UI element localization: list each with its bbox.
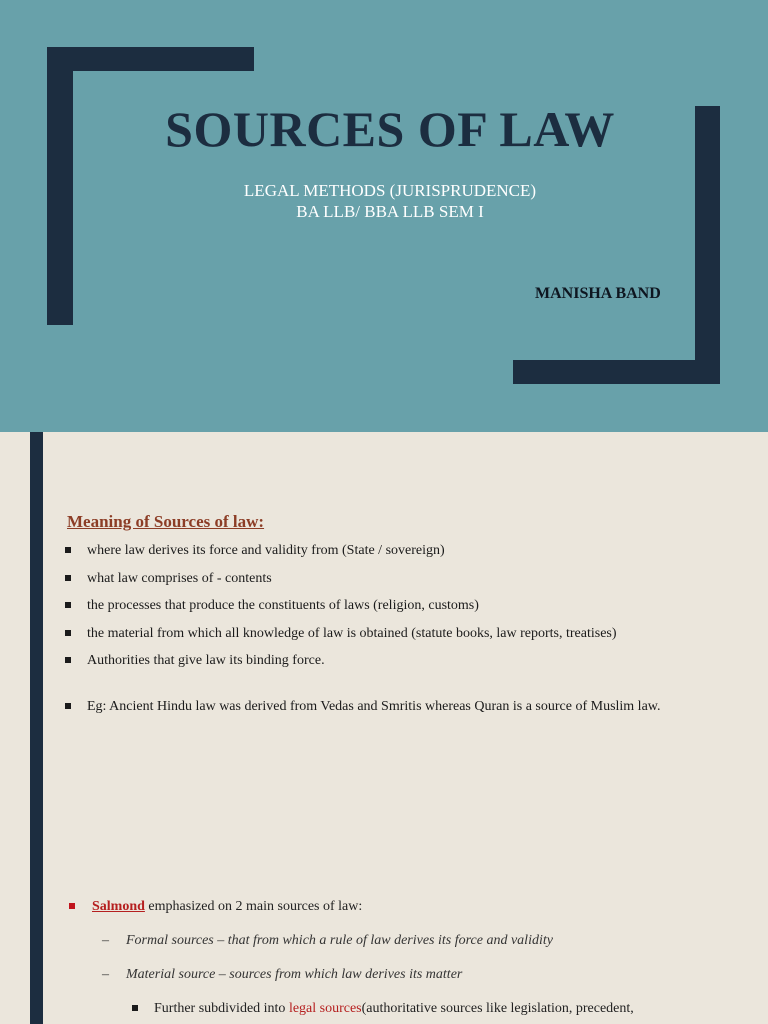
subdivided-rest: (authoritative sources like legislation, precedent, (361, 1001, 634, 1016)
salmond-list (66, 898, 726, 1017)
meaning-bullet-list (64, 542, 704, 726)
intro-text: emphasized on 2 main sources of law: (144, 899, 363, 914)
list-item-text: Authorities that give law its binding force. (87, 653, 325, 668)
section-heading: Meaning of Sources of law: (67, 512, 265, 531)
slide-subtitle (0, 180, 768, 222)
subtitle-line-1: LEGAL METHODS (JURISPRUDENCE) (243, 181, 537, 200)
list-item (64, 652, 704, 669)
subdivided-prefix: Further subdivided into (154, 1001, 289, 1016)
bullet-square-icon (69, 903, 75, 909)
subtitle-line-2: BA LLB/ BBA LLB SEM I (296, 202, 484, 221)
formal-sources-text: Formal sources – that from which a rule of law derives its force and validity (126, 933, 553, 948)
list-item-text: the material from which all knowledge of law is obtained (statute books, law reports, treatises) (87, 625, 617, 641)
accent-vertical-bar (30, 865, 43, 1024)
frame-top-left-horizontal (47, 47, 254, 71)
salmond-name: Salmond (92, 899, 145, 914)
meaning-slide (0, 432, 768, 865)
dash-bullet-icon: – (102, 967, 109, 982)
bullet-square-icon (65, 657, 71, 663)
list-item (66, 898, 726, 915)
list-item (64, 625, 704, 642)
list-item (64, 698, 704, 715)
bullet-square-icon (65, 575, 71, 581)
list-item (66, 1000, 726, 1017)
list-item (64, 570, 704, 587)
bullet-square-icon (65, 703, 71, 709)
list-item-text: what law comprises of - contents (87, 570, 272, 586)
list-item-text: Eg: Ancient Hindu law was derived from Vedas and Smritis whereas Quran is a source of Muslim law. (87, 699, 661, 714)
bullet-square-icon (65, 630, 71, 636)
list-item (64, 542, 704, 559)
dash-bullet-icon: – (102, 933, 109, 948)
list-item (64, 597, 704, 614)
frame-bottom-right-horizontal (513, 360, 720, 384)
bullet-square-icon (65, 602, 71, 608)
accent-vertical-bar (30, 432, 43, 865)
bullet-square-icon (132, 1005, 138, 1011)
title-slide (0, 0, 768, 432)
salmond-slide (0, 865, 768, 1024)
author-name: MANISHA BAND (535, 285, 661, 302)
legal-sources-term: legal sources (288, 1001, 362, 1016)
list-item (66, 966, 726, 983)
material-source-text: Material source – sources from which law derives its matter (126, 967, 463, 982)
list-item (66, 932, 726, 949)
bullet-square-icon (65, 547, 71, 553)
slide-title: SOURCES OF LAW (165, 101, 615, 157)
list-item-text: where law derives its force and validity from (State / sovereign) (87, 543, 445, 558)
list-item-text: the processes that produce the constituents of laws (religion, customs) (87, 598, 479, 613)
